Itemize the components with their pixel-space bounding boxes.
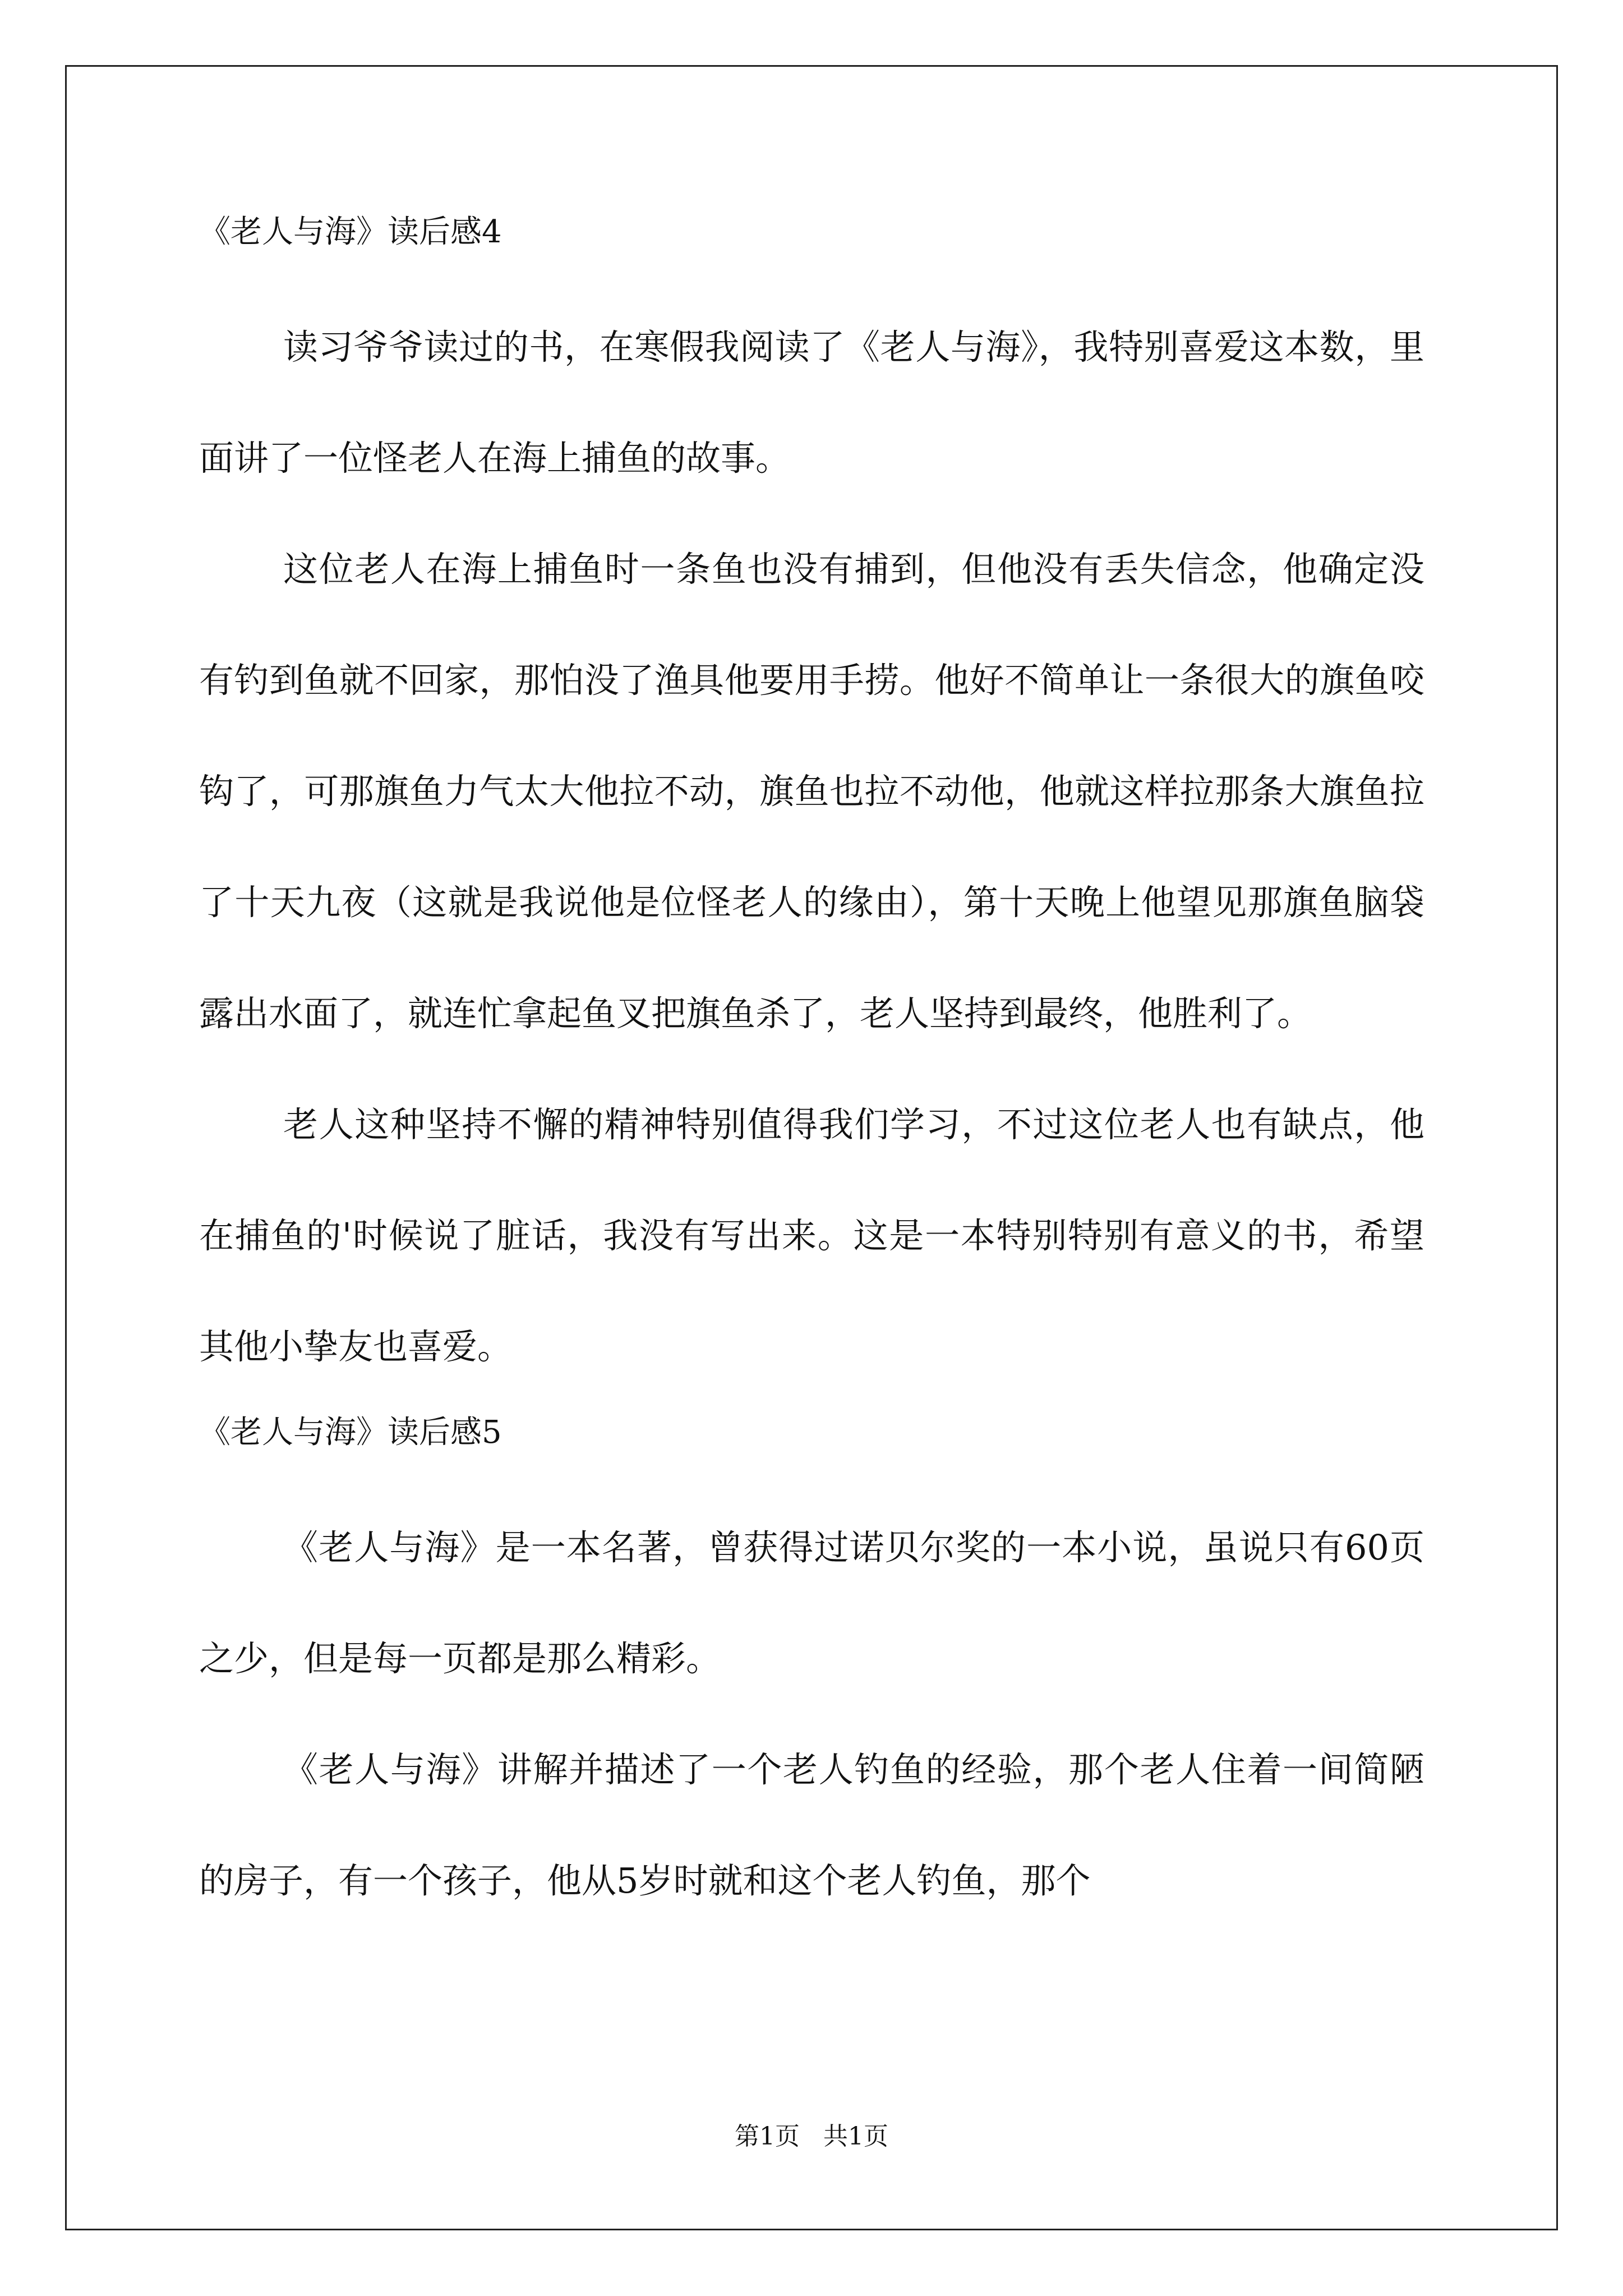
page-number-footer: 第1页 共1页: [735, 2122, 888, 2151]
paragraph: 读习爷爷读过的书，在寒假我阅读了《老人与海》，我特别喜爱这本数，里面讲了一位怪老人在海上捕鱼的故事。: [199, 326, 1424, 478]
paragraph: 《老人与海》讲解并描述了一个老人钓鱼的经验，那个老人住着一间简陋的房子，有一个孩子，他从5岁时就和这个老人钓鱼，那个: [199, 1749, 1424, 1901]
paragraph: 这位老人在海上捕鱼时一条鱼也没有捕到，但他没有丢失信念，他确定没有钓到鱼就不回家，那怕没了渔具他要用手捞。他好不简单让一条很大的旗鱼咬钩了，可那旗鱼力气太大他拉不动，旗鱼也拉不动他，他就这样拉那条大旗鱼拉了十天九夜（这就是我说他是位怪老人的缘由），第十天晚上他望见那旗鱼脑袋露出水面了，就连忙拿起鱼叉把旗鱼杀了，老人坚持到最终，他胜利了。: [199, 549, 1424, 1034]
section-5: [199, 1414, 1424, 1936]
paragraph: 《老人与海》是一本名著，曾获得过诺贝尔奖的一本小说，虽说只有60页之少，但是每一页都是那么精彩。: [199, 1527, 1424, 1679]
paragraph: 老人这种坚持不懈的精神特别值得我们学习，不过这位老人也有缺点，他在捕鱼的'时候说了脏话，我没有写出来。这是一本特别特别有意义的书，希望其他小挚友也喜爱。: [199, 1104, 1424, 1367]
document-body: [199, 213, 1424, 1936]
section-4: [199, 213, 1424, 1402]
section-heading: 《老人与海》读后感4: [199, 214, 502, 250]
section-heading: 《老人与海》读后感5: [199, 1414, 502, 1451]
